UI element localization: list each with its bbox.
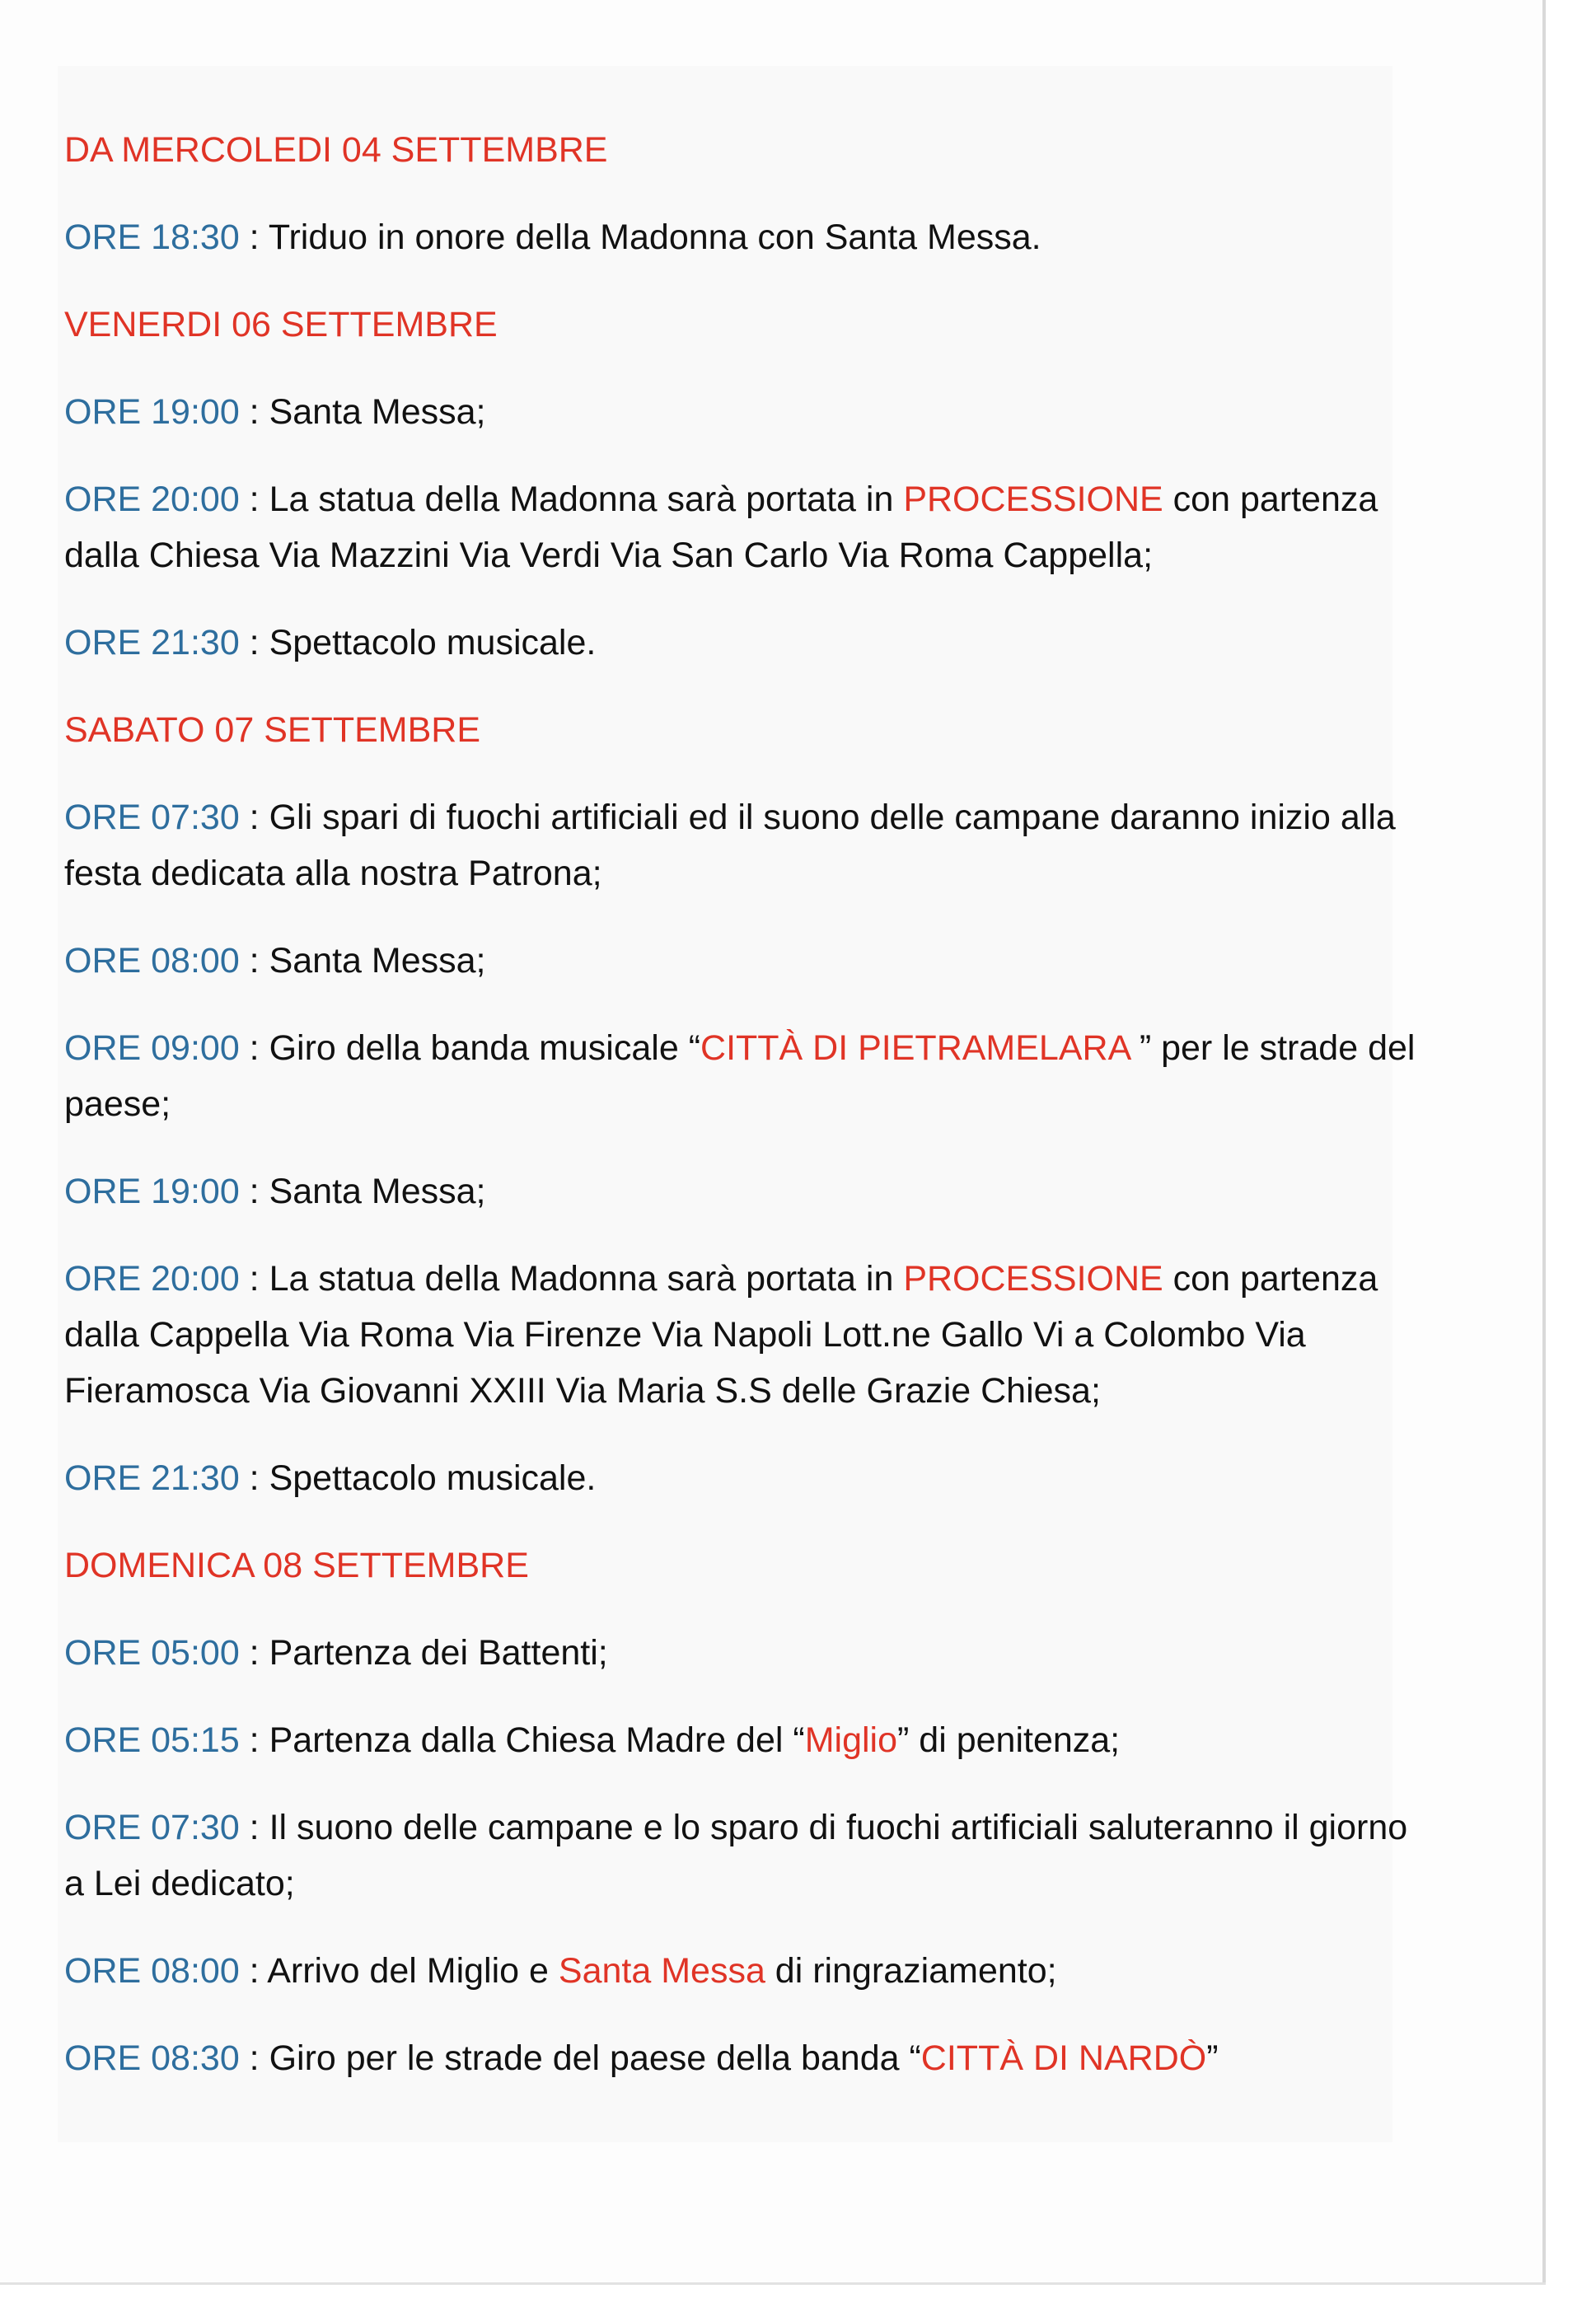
schedule-entry — [64, 384, 1432, 440]
schedule-entry — [64, 471, 1432, 583]
entry-text: Giro della banda musicale “ — [269, 1028, 701, 1068]
entry-time: ORE 09:00 — [64, 1028, 240, 1068]
schedule-entry — [64, 615, 1432, 671]
entry-time: ORE 07:30 — [64, 798, 240, 837]
entry-time: ORE 21:30 — [64, 1458, 240, 1498]
entry-text: ” per le strade del paese; — [64, 1028, 1425, 1124]
entry-separator: : — [239, 1808, 269, 1847]
section-heading: DOMENICA 08 SETTEMBRE — [64, 1546, 529, 1585]
schedule-entry — [64, 1625, 1432, 1681]
entry-highlight: PROCESSIONE — [903, 1259, 1163, 1299]
entry-highlight: Santa Messa — [558, 1951, 765, 1991]
schedule-entry — [64, 2030, 1432, 2086]
entry-separator: : — [239, 1633, 269, 1673]
section-heading: VENERDI 06 SETTEMBRE — [64, 305, 498, 344]
schedule-entry — [64, 1712, 1432, 1768]
entry-text: Giro per le strade del paese della banda “ — [269, 2038, 921, 2078]
entry-text: Partenza dalla Chiesa Madre del “ — [269, 1720, 805, 1760]
page-edge-shadow — [1542, 0, 1546, 2282]
entry-time: ORE 08:30 — [64, 2038, 240, 2078]
schedule-entry — [64, 1163, 1432, 1219]
entry-highlight: CITTÀ DI NARDÒ — [920, 2038, 1207, 2078]
entry-text: Santa Messa; — [269, 941, 486, 981]
entry-text: Partenza dei Battenti; — [269, 1633, 608, 1673]
entry-separator: : — [239, 218, 269, 257]
schedule-entry — [64, 1020, 1432, 1132]
entry-time: ORE 19:00 — [64, 1172, 240, 1211]
entry-text: ” — [1206, 2038, 1219, 2078]
schedule-entry — [64, 1450, 1432, 1506]
entry-text: con partenza dalla Cappella Via Roma Via Firenze Via Napoli Lott.ne Gallo Vi a Colombo Via Fieramosca Via Giovanni XXIII Via Maria S.S delle Grazie Chiesa; — [64, 1259, 1388, 1411]
entry-text: Triduo in onore della Madonna con Santa Messa. — [268, 218, 1041, 257]
entry-separator: : — [239, 798, 269, 837]
entry-text: Il suono delle campane e lo sparo di fuochi artificiali saluteranno il giorno a Lei dedicato; — [64, 1808, 1418, 1903]
entry-highlight: Miglio — [804, 1720, 898, 1760]
entry-text: La statua della Madonna sarà portata in — [269, 1259, 904, 1299]
entry-text: Spettacolo musicale. — [269, 623, 597, 662]
entry-time: ORE 07:30 — [64, 1808, 240, 1847]
entry-highlight: PROCESSIONE — [903, 480, 1163, 519]
entry-time: ORE 18:30 — [64, 218, 240, 257]
schedule-content — [64, 122, 1432, 2118]
entry-time: ORE 05:00 — [64, 1633, 240, 1673]
entry-time: ORE 08:00 — [64, 1951, 240, 1991]
schedule-entry — [64, 1251, 1432, 1419]
entry-text: Santa Messa; — [269, 392, 486, 432]
entry-text: Arrivo del Miglio e — [267, 1951, 559, 1991]
entry-separator: : — [239, 1458, 269, 1498]
entry-text: Gli spari di fuochi artificiali ed il suono delle campane daranno inizio alla festa dedicata alla nostra Patrona; — [64, 798, 1406, 893]
section-heading: DA MERCOLEDI 04 SETTEMBRE — [64, 130, 608, 170]
entry-highlight: CITTÀ DI PIETRAMELARA — [700, 1028, 1130, 1068]
page-bottom-edge — [0, 2282, 1546, 2285]
entry-separator: : — [239, 392, 269, 432]
entry-separator: : — [239, 1951, 268, 1991]
entry-time: ORE 21:30 — [64, 623, 240, 662]
entry-separator: : — [239, 480, 269, 519]
entry-time: ORE 20:00 — [64, 480, 240, 519]
entry-separator: : — [239, 1172, 269, 1211]
entry-text: Santa Messa; — [269, 1172, 486, 1211]
entry-text: Spettacolo musicale. — [269, 1458, 597, 1498]
schedule-entry — [64, 789, 1432, 901]
entry-time: ORE 08:00 — [64, 941, 240, 981]
entry-separator: : — [239, 1259, 269, 1299]
schedule-entry — [64, 1800, 1432, 1912]
entry-text: di ringraziamento; — [765, 1951, 1057, 1991]
section-heading: SABATO 07 SETTEMBRE — [64, 710, 480, 750]
schedule-entry — [64, 209, 1432, 265]
entry-separator: : — [239, 1720, 269, 1760]
entry-separator: : — [239, 1028, 269, 1068]
entry-separator: : — [239, 2038, 269, 2078]
entry-separator: : — [239, 623, 269, 662]
entry-separator: : — [239, 941, 269, 981]
schedule-entry — [64, 933, 1432, 989]
entry-text: con partenza dalla Chiesa Via Mazzini Via Verdi Via San Carlo Via Roma Cappella; — [64, 480, 1388, 575]
entry-text: ” di penitenza; — [897, 1720, 1121, 1760]
entry-text: La statua della Madonna sarà portata in — [269, 480, 904, 519]
entry-time: ORE 05:15 — [64, 1720, 240, 1760]
schedule-entry — [64, 1943, 1432, 1999]
entry-time: ORE 19:00 — [64, 392, 240, 432]
entry-time: ORE 20:00 — [64, 1259, 240, 1299]
